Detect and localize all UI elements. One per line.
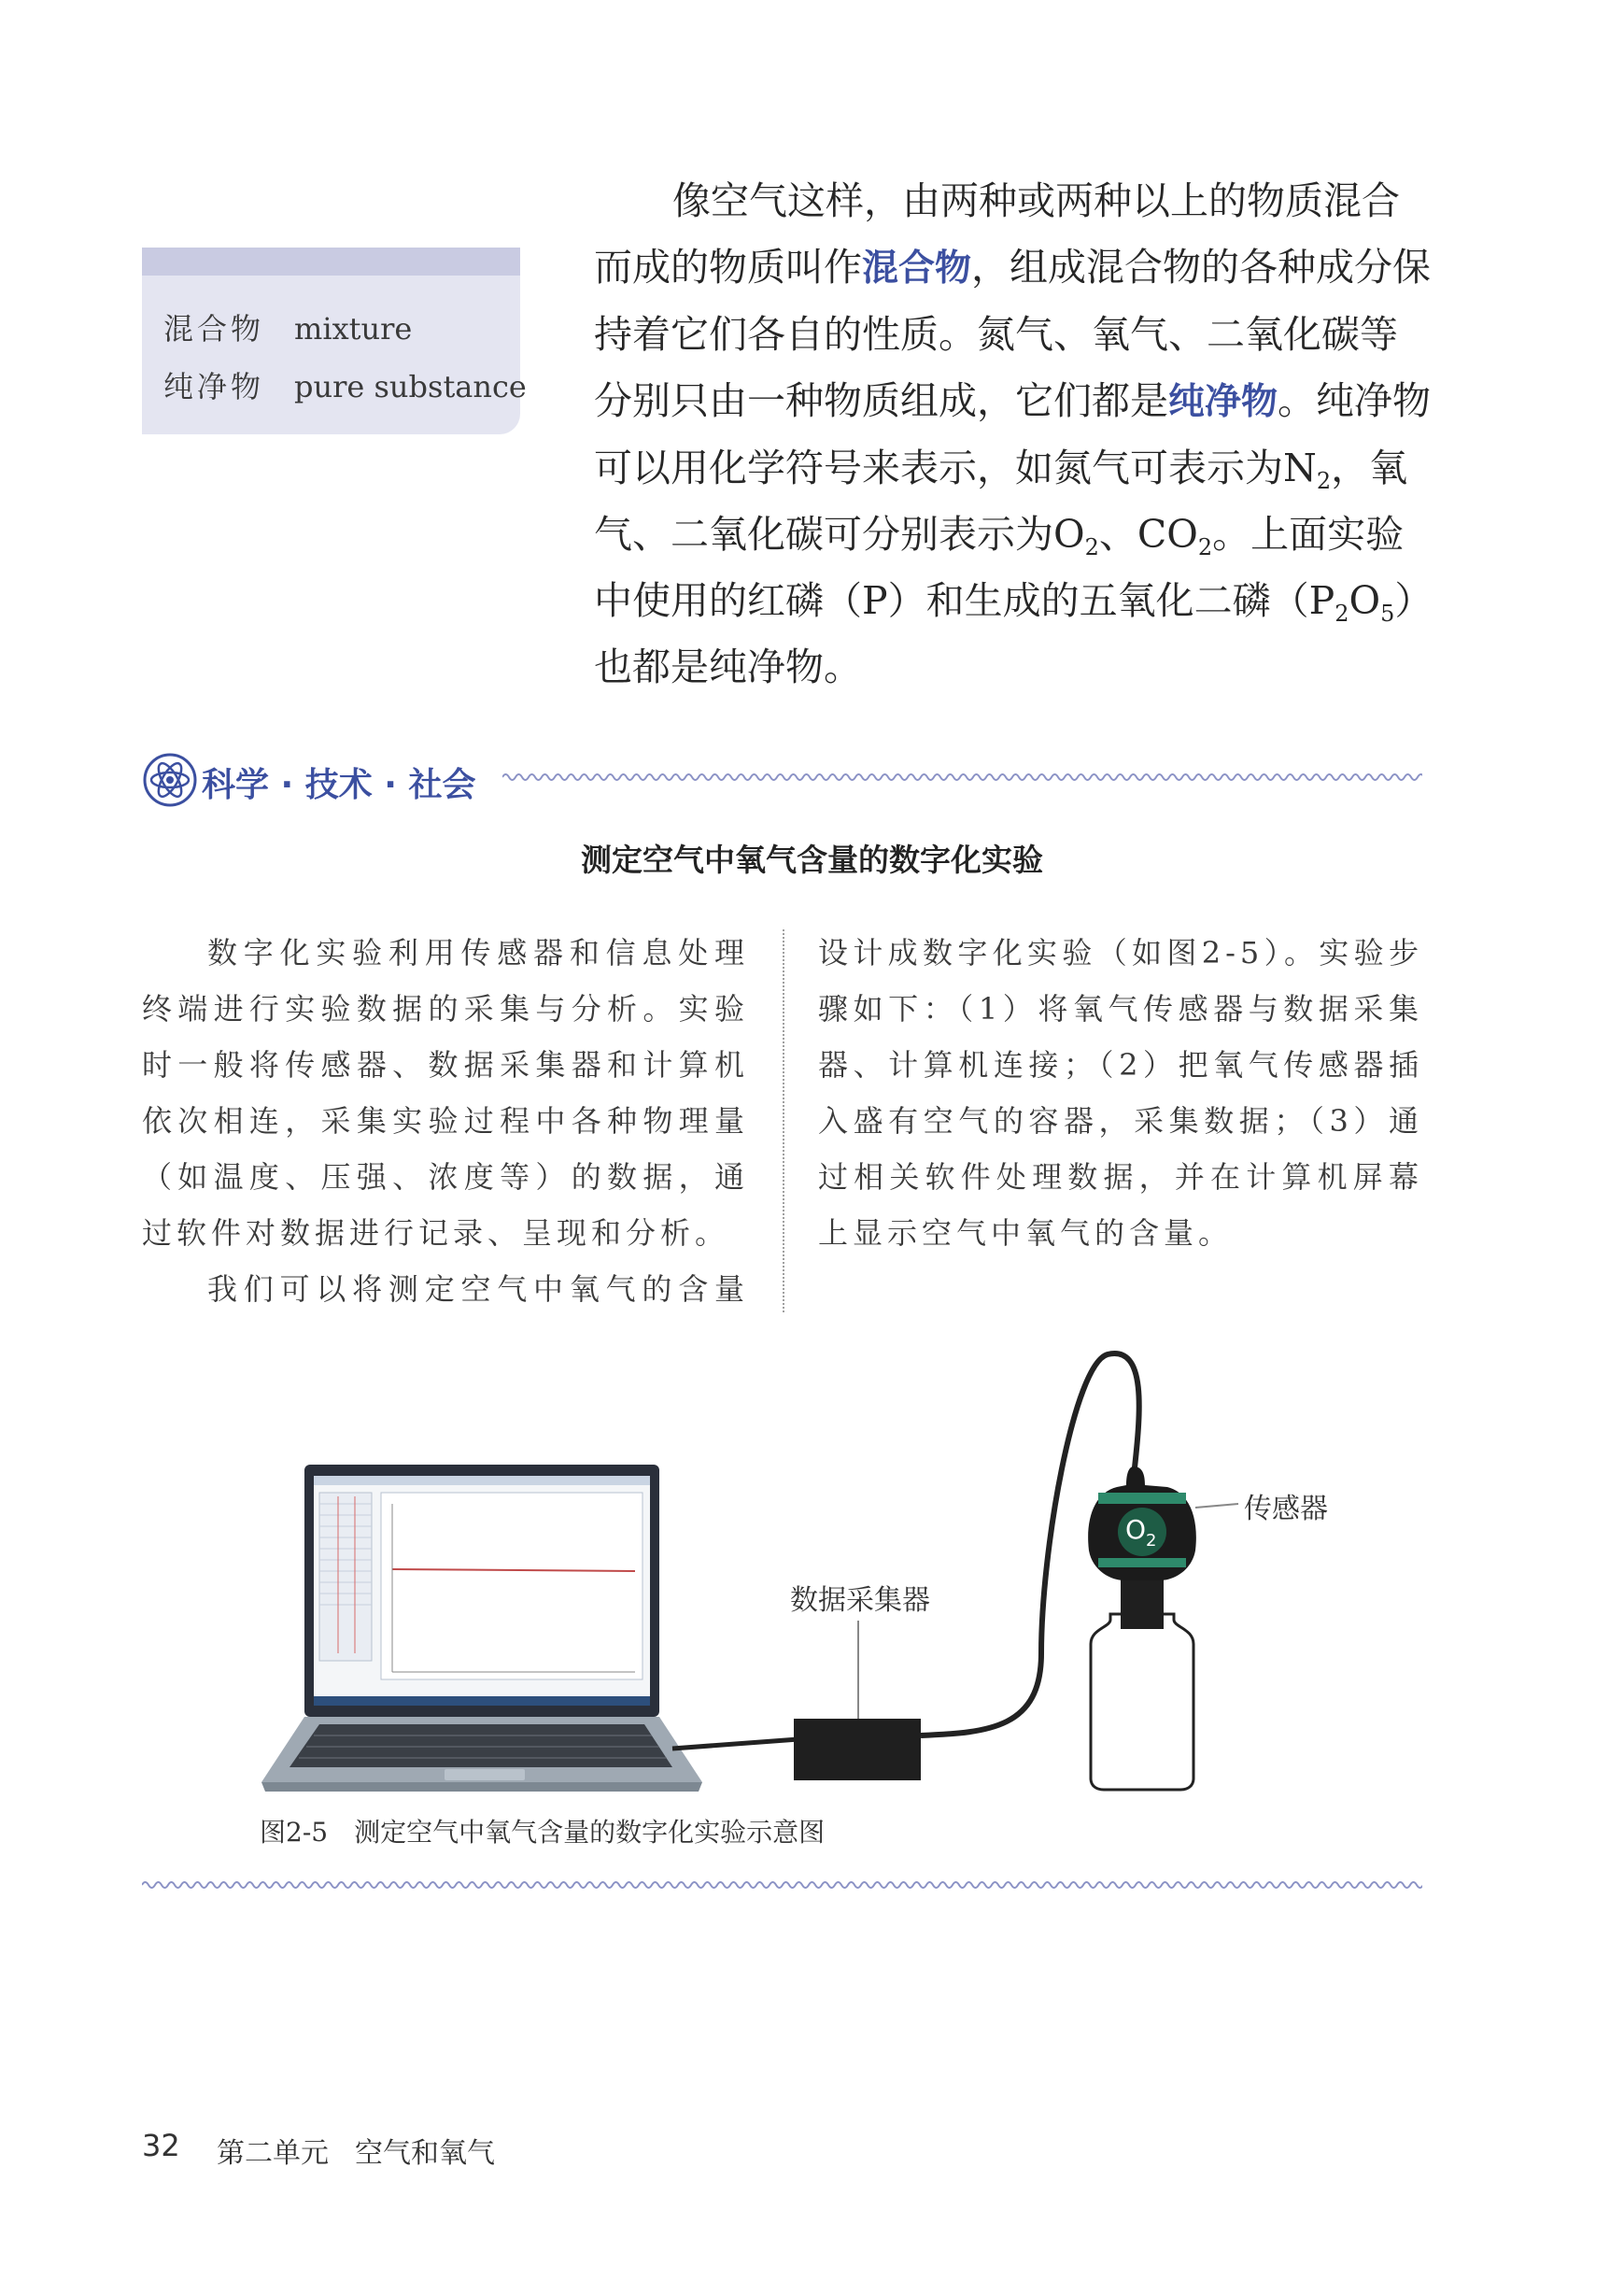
glossary-term-zh: 纯净物 — [163, 369, 265, 404]
data-collector — [794, 1719, 921, 1780]
page-number: 32 — [142, 2128, 180, 2163]
experiment-illustration — [261, 1336, 1476, 1803]
term-pure-substance: 纯净物 — [1168, 381, 1278, 423]
figure-2-5 — [261, 1336, 1476, 1803]
laptop-keyboard — [289, 1724, 672, 1767]
paragraph: 数字化实验利用传感器和信息处理终端进行实验数据的采集与分析。实验时一般将传感器、数据采集器和计算机依次相连，采集实验过程中各种物理量（如温度、压强、浓度等）的数据，通过软件对数据进行记录、呈现和分析。 — [142, 935, 749, 1251]
text-run: 。上面实验中使用的红磷（P）和生成的五氧化二磷（P — [594, 512, 1405, 623]
paragraph: 设计成数字化实验（如图2-5）。实验步骤如下：（1）将氧气传感器与数据采集器、计算机连接；（2）把氧气传感器插入盛有空气的容器，采集数据；（3）通过相关软件处理数据，并在计算机屏幕上显示空气中氧气的含量。 — [818, 935, 1423, 1251]
glossary-header-band — [142, 248, 520, 276]
o2-formula-label: $O_2$ — [1125, 1514, 1157, 1551]
sensor-leader-line — [1195, 1504, 1238, 1508]
figure-caption: 图2-5 测定空气中氧气含量的数字化实验示意图 — [260, 1817, 826, 1848]
text-column-left — [142, 925, 749, 1317]
text-run: 、CO — [1098, 512, 1198, 557]
cable — [672, 1739, 798, 1749]
glossary-item-mixture — [163, 305, 412, 348]
subscript: 2 — [1084, 534, 1099, 560]
text-run: O — [1349, 578, 1381, 623]
data-collector-label: 数据采集器 — [790, 1584, 930, 1617]
paragraph: 我们可以将测定空气中氧气的含量 — [207, 1271, 749, 1307]
subscript: 5 — [1380, 601, 1395, 627]
running-footer — [217, 2130, 495, 2171]
column-divider — [783, 929, 784, 1312]
main-paragraph — [594, 168, 1434, 701]
atom-icon — [142, 752, 198, 808]
text-run: ，组成混合物的各种成分保持着它们各自的性质。氮气、氧气、二氧化碳等分别只由一种物质组成，它们都是 — [594, 245, 1432, 423]
section-title: 科学 · 技术 · 社会 — [202, 766, 476, 804]
text-run: ，氧气、二氧化碳可分别表示为O — [594, 446, 1408, 557]
unit-title: 空气和氧气 — [355, 2137, 495, 2170]
subscript: 2 — [1335, 601, 1349, 627]
glossary-item-pure-substance — [163, 363, 527, 406]
article-title: 测定空气中氧气含量的数字化实验 — [581, 842, 1043, 878]
wavy-divider — [502, 768, 1422, 786]
text-run: 。纯净物可以用化学符号来表示，如氮气可表示为N — [594, 378, 1432, 490]
glossary-term-zh: 混合物 — [163, 311, 265, 347]
sensor-label: 传感器 — [1244, 1493, 1328, 1525]
text-run: ）也都是纯净物。 — [594, 578, 1433, 689]
glossary-term-en: mixture — [294, 311, 413, 347]
unit-label: 第二单元 — [217, 2137, 329, 2170]
gas-bottle — [1091, 1614, 1193, 1790]
text-run: 像空气这样，由两种或两种以上的物质混合而成的物质叫作 — [594, 178, 1400, 290]
text-column-right — [818, 925, 1423, 1261]
glossary-box — [142, 248, 527, 434]
glossary-term-en: pure substance — [294, 369, 527, 404]
subscript: 2 — [1316, 468, 1332, 494]
laptop-touchpad — [445, 1769, 525, 1780]
term-mixture: 混合物 — [862, 248, 972, 290]
wavy-divider — [142, 1876, 1422, 1894]
subscript: 2 — [1197, 534, 1213, 560]
